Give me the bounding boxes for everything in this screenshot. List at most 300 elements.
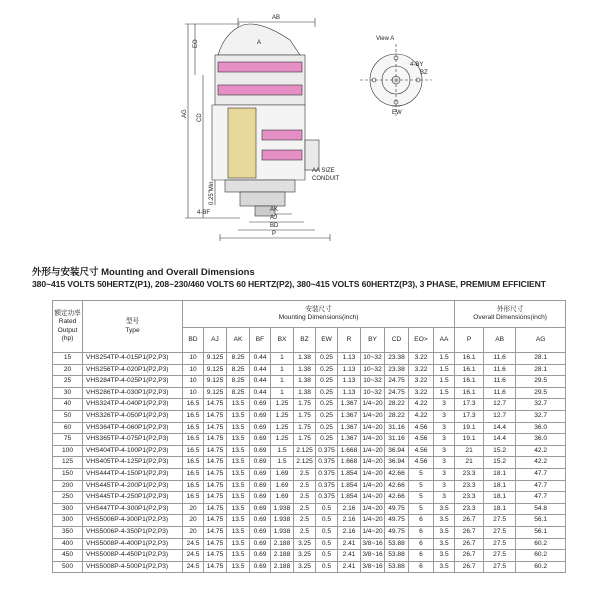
label-ak: AK [270,207,279,213]
label-conduit: CONDUIT [312,176,340,182]
cell-value: 3/8~16 [361,538,385,550]
cell-value: 3/8~16 [361,561,385,573]
cell-rated-output: 40 [53,399,83,411]
cell-value: 16.5 [183,492,204,504]
cell-value: 1/4~20 [361,399,385,411]
cell-type: VHS5006P-4-350P1(P2,P3) [83,526,183,538]
cell-value: 0.69 [250,468,271,480]
cell-value: 5 [409,468,434,480]
cell-type: VHS447TP-4-300P1(P2,P3) [83,503,183,515]
cell-value: 20 [183,526,204,538]
cell-value: 0.44 [250,364,271,376]
table-row [53,457,566,469]
cell-value: 29.5 [516,376,566,388]
cell-value: 21 [455,445,484,457]
cell-value: 36.94 [385,457,409,469]
cell-value: 31.16 [385,422,409,434]
cell-value: 0.69 [250,526,271,538]
cell-value: 2.5 [294,515,316,527]
cell-type: VHS364TP-4-060P1(P2,P3) [83,422,183,434]
cell-value: 14.75 [204,410,227,422]
table-row [53,550,566,562]
cell-value: 1.5 [271,445,294,457]
cell-value: 13.5 [227,410,250,422]
table-row [53,410,566,422]
cell-value: 0.5 [316,550,338,562]
table-row [53,399,566,411]
cell-value: 1.854 [338,492,361,504]
cell-value: 49.75 [385,503,409,515]
cell-type: VHS445TP-4-250P1(P2,P3) [83,492,183,504]
cell-value: 20 [183,515,204,527]
cell-value: 14.75 [204,503,227,515]
cell-value: 0.25 [316,434,338,446]
cell-value: 60.2 [516,538,566,550]
cell-value: 0.375 [316,480,338,492]
label-p: P [272,231,277,237]
cell-rated-output: 250 [53,492,83,504]
cell-value: 10~32 [361,387,385,399]
cell-value: 11.6 [484,376,516,388]
cell-value: 1.5 [434,364,455,376]
table-body [53,353,566,573]
label-ag: AG [182,109,188,118]
table-row [53,376,566,388]
cell-value: 3/8~16 [361,550,385,562]
table-row [53,445,566,457]
cell-value: 1.938 [271,526,294,538]
cell-value: 13.5 [227,538,250,550]
cell-value: 27.5 [484,526,516,538]
cell-value: 9.125 [204,364,227,376]
cell-value: 8.25 [227,376,250,388]
voltage-subtitle: 380~415 VOLTS 50HERTZ(P1), 208~230/460 VOLTS 60 HERTZ(P2), 380~415 VOLTS 60HERTZ(P3), 3 PHASE, PREMIUM EFFICIENT [32,279,546,289]
cell-value: 17.3 [455,399,484,411]
column-header-cd: CD [385,328,409,353]
cell-type: VHS5008P-4-450P1(P2,P3) [83,550,183,562]
cell-value: 1.69 [271,492,294,504]
cell-value: 14.75 [204,492,227,504]
cell-rated-output: 350 [53,526,83,538]
table-row [53,538,566,550]
cell-value: 14.75 [204,526,227,538]
cell-value: 14.75 [204,515,227,527]
cell-value: 3.25 [294,550,316,562]
cell-value: 0.25 [316,410,338,422]
cell-value: 9.125 [204,353,227,365]
cell-type: VHS444TP-4-150P1(P2,P3) [83,468,183,480]
label-min: 0.25"Min [209,181,215,205]
cell-rated-output: 500 [53,561,83,573]
cell-value: 1.367 [338,422,361,434]
cell-value: 1 [271,353,294,365]
cell-value: 17.3 [455,410,484,422]
cell-value: 16.1 [455,364,484,376]
cell-value: 3.25 [294,561,316,573]
cell-value: 0.44 [250,387,271,399]
cell-value: 42.66 [385,480,409,492]
cell-rated-output: 25 [53,376,83,388]
cell-value: 14.75 [204,434,227,446]
cell-value: 1/4~20 [361,526,385,538]
cell-value: 5 [409,480,434,492]
column-header-bd: BD [183,328,204,353]
cell-value: 13.5 [227,422,250,434]
cell-value: 3.5 [434,526,455,538]
cell-value: 31.16 [385,434,409,446]
cell-value: 2.41 [338,550,361,562]
cell-value: 16.5 [183,468,204,480]
cell-value: 24.75 [385,387,409,399]
cell-value: 6 [409,538,434,550]
cell-value: 1/4~20 [361,503,385,515]
cell-value: 1/4~20 [361,410,385,422]
column-header-ak: AK [227,328,250,353]
cell-value: 2.5 [294,492,316,504]
cell-value: 0.44 [250,376,271,388]
label-cd: CD [197,113,203,122]
cell-value: 0.25 [316,353,338,365]
cell-value: 3.5 [434,550,455,562]
cell-value: 42.2 [516,457,566,469]
cell-value: 8.25 [227,364,250,376]
cell-value: 6 [409,561,434,573]
cell-value: 0.69 [250,492,271,504]
cell-value: 0.375 [316,457,338,469]
cell-value: 54.8 [516,503,566,515]
cell-value: 3 [434,410,455,422]
cell-type: VHS324TP-4-040P1(P2,P3) [83,399,183,411]
cell-value: 10~32 [361,376,385,388]
cell-value: 1.13 [338,353,361,365]
cell-value: 32.7 [516,410,566,422]
header-mounting-text: 安装尺寸 Mounting Dimensions(inch) [278,305,359,321]
cell-value: 13.5 [227,480,250,492]
table-row [53,526,566,538]
cell-value: 1.668 [338,457,361,469]
cell-value: 1.75 [294,399,316,411]
cell-value: 1.75 [294,422,316,434]
cell-value: 1/4~20 [361,480,385,492]
cell-value: 13.5 [227,550,250,562]
cell-value: 12.7 [484,410,516,422]
header-overall-text: 外形尺寸 Overall Dimensions(inch) [473,305,547,321]
cell-value: 28.1 [516,353,566,365]
table-row [53,468,566,480]
cell-value: 16.1 [455,376,484,388]
cell-value: 53.88 [385,550,409,562]
table-row [53,387,566,399]
cell-value: 28.1 [516,364,566,376]
cell-value: 6 [409,550,434,562]
cell-value: 47.7 [516,480,566,492]
cell-value: 36.0 [516,422,566,434]
cell-value: 19.1 [455,422,484,434]
cell-value: 23.3 [455,468,484,480]
cell-value: 12.7 [484,399,516,411]
table-row [53,364,566,376]
header-type [83,301,183,353]
cell-value: 1.13 [338,364,361,376]
cell-value: 24.75 [385,376,409,388]
cell-value: 32.7 [516,399,566,411]
cell-value: 1.367 [338,434,361,446]
cell-rated-output: 450 [53,550,83,562]
cell-value: 3 [434,434,455,446]
cell-value: 2.16 [338,515,361,527]
cell-value: 1.938 [271,503,294,515]
cell-value: 3.22 [409,364,434,376]
cell-type: VHS445TP-4-200P1(P2,P3) [83,480,183,492]
header-rated-output-text: 额定功率 Rated Output (hp) [54,310,81,342]
column-header-bz: BZ [294,328,316,353]
cell-value: 18.1 [484,480,516,492]
cell-value: 36.0 [516,434,566,446]
cell-value: 4.22 [409,410,434,422]
header-overall-group [455,301,566,328]
cell-rated-output: 20 [53,364,83,376]
cell-value: 16.5 [183,410,204,422]
cell-value: 18.1 [484,468,516,480]
cell-value: 2.5 [294,526,316,538]
cell-value: 14.75 [204,445,227,457]
cell-value: 56.1 [516,515,566,527]
cell-rated-output: 400 [53,538,83,550]
cell-value: 1.69 [271,468,294,480]
cell-value: 11.6 [484,353,516,365]
cell-value: 28.22 [385,399,409,411]
cell-value: 27.5 [484,538,516,550]
cell-value: 0.69 [250,538,271,550]
cell-value: 26.7 [455,515,484,527]
cell-value: 1.38 [294,376,316,388]
label-by: 4-BY [410,62,424,68]
cell-value: 16.5 [183,434,204,446]
cell-value: 26.7 [455,526,484,538]
cell-value: 1.5 [434,387,455,399]
cell-value: 0.375 [316,445,338,457]
cell-value: 1.854 [338,480,361,492]
cell-value: 23.38 [385,353,409,365]
cell-value: 1/4~20 [361,492,385,504]
cell-value: 1.25 [271,399,294,411]
cell-value: 4.56 [409,457,434,469]
column-header-ag: AG [516,328,566,353]
table-row [53,480,566,492]
cell-value: 2.16 [338,526,361,538]
cell-rated-output: 60 [53,422,83,434]
table-row [53,515,566,527]
cell-value: 1.13 [338,387,361,399]
cell-value: 10 [183,376,204,388]
cell-value: 0.69 [250,561,271,573]
cell-type: VHS326TP-4-050P1(P2,P3) [83,410,183,422]
cell-value: 16.5 [183,422,204,434]
cell-value: 13.5 [227,445,250,457]
cell-value: 0.5 [316,561,338,573]
cell-value: 2.125 [294,445,316,457]
cell-value: 1.25 [271,434,294,446]
cell-value: 27.5 [484,515,516,527]
cell-value: 11.6 [484,387,516,399]
cell-value: 6 [409,515,434,527]
cell-value: 1 [271,376,294,388]
cell-value: 1.668 [338,445,361,457]
cell-rated-output: 300 [53,515,83,527]
cell-value: 3.5 [434,515,455,527]
label-conduit-size: AA SIZE [312,168,335,174]
label-bd: BD [270,223,279,229]
cell-value: 9.125 [204,376,227,388]
cell-value: 16.1 [455,387,484,399]
cell-value: 1.69 [271,480,294,492]
cell-value: 53.88 [385,538,409,550]
table-row [53,503,566,515]
cell-value: 5 [409,503,434,515]
cell-value: 14.4 [484,434,516,446]
cell-value: 49.75 [385,515,409,527]
column-header-p: P [455,328,484,353]
table-row [53,561,566,573]
cell-value: 10~32 [361,353,385,365]
cell-value: 16.1 [455,353,484,365]
cell-value: 0.5 [316,503,338,515]
cell-value: 2.5 [294,480,316,492]
cell-value: 1.38 [294,353,316,365]
cell-value: 1.5 [271,457,294,469]
cell-value: 26.7 [455,561,484,573]
cell-value: 14.75 [204,538,227,550]
cell-value: 36.94 [385,445,409,457]
cell-value: 19.1 [455,434,484,446]
cell-value: 15.2 [484,457,516,469]
cell-value: 1.25 [271,422,294,434]
cell-value: 1.38 [294,364,316,376]
cell-type: VHS284TP-4-025P1(P2,P3) [83,376,183,388]
cell-value: 47.7 [516,468,566,480]
label-a: A [257,40,262,46]
cell-value: 13.5 [227,468,250,480]
cell-value: 13.5 [227,434,250,446]
column-header-aj: AJ [204,328,227,353]
cell-value: 2.188 [271,538,294,550]
column-header-eo: EO> [409,328,434,353]
cell-rated-output: 15 [53,353,83,365]
cell-value: 1.25 [271,410,294,422]
cell-value: 1.5 [434,353,455,365]
cell-type: VHS256TP-4-020P1(P2,P3) [83,364,183,376]
cell-value: 6 [409,526,434,538]
cell-value: 23.3 [455,503,484,515]
cell-value: 0.69 [250,457,271,469]
cell-value: 14.4 [484,422,516,434]
cell-value: 2.5 [294,468,316,480]
cell-value: 60.2 [516,561,566,573]
cell-value: 0.25 [316,422,338,434]
cell-value: 0.69 [250,410,271,422]
cell-value: 1.75 [294,434,316,446]
label-bz: BZ [420,70,428,76]
cell-type: VHS5006P-4-300P1(P2,P3) [83,515,183,527]
cell-value: 3 [434,480,455,492]
cell-value: 4.22 [409,399,434,411]
cell-value: 3 [434,445,455,457]
column-header-ew: EW [316,328,338,353]
cell-value: 1.367 [338,399,361,411]
cell-value: 3.22 [409,387,434,399]
cell-value: 0.25 [316,387,338,399]
cell-value: 24.5 [183,538,204,550]
cell-rated-output: 75 [53,434,83,446]
cell-rated-output: 100 [53,445,83,457]
cell-value: 21 [455,457,484,469]
cell-value: 14.75 [204,468,227,480]
cell-value: 16.5 [183,457,204,469]
cell-value: 11.6 [484,364,516,376]
table-row [53,492,566,504]
cell-value: 23.3 [455,480,484,492]
cell-value: 1/4~20 [361,515,385,527]
cell-value: 1 [271,387,294,399]
cell-value: 42.66 [385,492,409,504]
cell-value: 3 [434,422,455,434]
cell-value: 3 [434,492,455,504]
cell-value: 16.5 [183,399,204,411]
cell-value: 9.125 [204,387,227,399]
cell-rated-output: 30 [53,387,83,399]
cell-rated-output: 50 [53,410,83,422]
cell-value: 1/4~20 [361,468,385,480]
cell-value: 15.2 [484,445,516,457]
cell-value: 0.69 [250,422,271,434]
cell-value: 0.5 [316,526,338,538]
cell-value: 1/4~20 [361,445,385,457]
cell-value: 13.5 [227,457,250,469]
cell-value: 0.375 [316,492,338,504]
cell-value: 10 [183,387,204,399]
table-row [53,422,566,434]
cell-value: 3.5 [434,503,455,515]
cell-value: 1/4~20 [361,434,385,446]
cell-type: VHS254TP-4-015P1(P2,P3) [83,353,183,365]
cell-value: 26.7 [455,538,484,550]
table-row [53,434,566,446]
column-header-aa: AA [434,328,455,353]
cell-value: 3 [434,457,455,469]
cell-value: 18.1 [484,503,516,515]
cell-value: 20 [183,503,204,515]
cell-value: 27.5 [484,550,516,562]
cell-value: 2.16 [338,503,361,515]
cell-value: 3.22 [409,376,434,388]
cell-value: 0.44 [250,353,271,365]
cell-value: 3 [434,399,455,411]
cell-type: VHS5008P-4-500P1(P2,P3) [83,561,183,573]
cell-value: 0.25 [316,376,338,388]
dimensions-table [52,300,566,573]
cell-rated-output: 300 [53,503,83,515]
cell-rated-output: 150 [53,468,83,480]
cell-type: VHS404TP-4-100P1(P2,P3) [83,445,183,457]
label-bf: 4-BF [197,210,211,216]
cell-value: 3.22 [409,353,434,365]
cell-value: 1.75 [294,410,316,422]
cell-value: 0.69 [250,399,271,411]
cell-value: 3 [434,468,455,480]
cell-value: 0.69 [250,503,271,515]
cell-value: 1.13 [338,376,361,388]
cell-value: 56.1 [516,526,566,538]
